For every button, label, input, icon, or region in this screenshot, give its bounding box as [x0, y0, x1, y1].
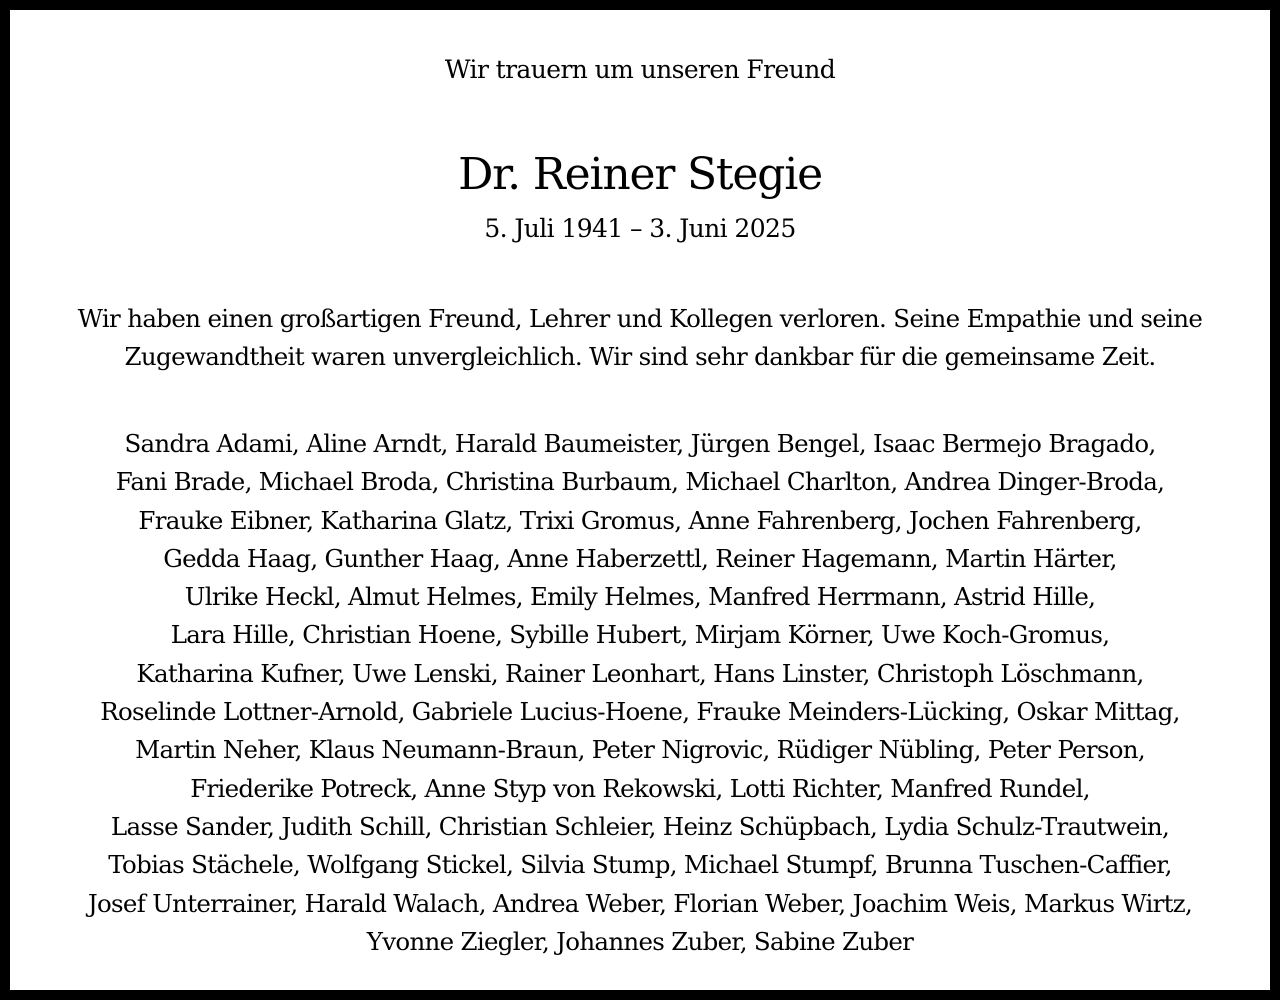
mourners-line: Sandra Adami, Aline Arndt, Harald Baumeister, Jürgen Bengel, Isaac Bermejo Bragado,: [124, 429, 1156, 458]
deceased-name: Dr. Reiner Stegie: [458, 149, 822, 200]
mourners-line: Tobias Stächele, Wolfgang Stickel, Silvia Stump, Michael Stumpf, Brunna Tuschen-Caffier,: [108, 850, 1172, 880]
tribute-line: Wir haben einen großartigen Freund, Lehrer und Kollegen verloren. Seine Empathie und seine: [77, 304, 1203, 333]
mourners-list: [50, 425, 1230, 961]
mourners-line: Ulrike Heckl, Almut Helmes, Emily Helmes, Manfred Herrmann, Astrid Hille,: [184, 582, 1096, 612]
life-dates: 5. Juli 1941 – 3. Juni 2025: [484, 214, 796, 243]
mourners-line: Roselinde Lottner-Arnold, Gabriele Lucius-Hoene, Frauke Meinders-Lücking, Oskar Mittag,: [100, 697, 1180, 727]
tribute-text: [50, 300, 1230, 376]
mourners-line: Katharina Kufner, Uwe Lenski, Rainer Leonhart, Hans Linster, Christoph Löschmann,: [136, 658, 1144, 688]
mourners-line: Martin Neher, Klaus Neumann-Braun, Peter Nigrovic, Rüdiger Nübling, Peter Person,: [135, 735, 1145, 765]
intro-line: Wir trauern um unseren Freund: [444, 55, 836, 84]
mourners-line: Frauke Eibner, Katharina Glatz, Trixi Gromus, Anne Fahrenberg, Jochen Fahrenberg,: [138, 505, 1142, 535]
mourners-line: Josef Unterrainer, Harald Walach, Andrea Weber, Florian Weber, Joachim Weis, Markus Wirtz,: [87, 888, 1193, 918]
mourners-line: Fani Brade, Michael Broda, Christina Burbaum, Michael Charlton, Andrea Dinger-Broda,: [115, 467, 1165, 497]
mourners-line: Yvonne Ziegler, Johannes Zuber, Sabine Zuber: [366, 926, 914, 956]
mourners-line: Friederike Potreck, Anne Styp von Rekowski, Lotti Richter, Manfred Rundel,: [190, 773, 1090, 803]
mourners-line: Lasse Sander, Judith Schill, Christian Schleier, Heinz Schüpbach, Lydia Schulz-Trautwein,: [110, 811, 1170, 841]
mourners-line: Gedda Haag, Gunther Haag, Anne Haberzettl, Reiner Hagemann, Martin Härter,: [163, 543, 1117, 573]
tribute-line: Zugewandtheit waren unvergleichlich. Wir sind sehr dankbar für die gemeinsame Zeit.: [124, 342, 1156, 371]
mourners-line: Lara Hille, Christian Hoene, Sybille Hubert, Mirjam Körner, Uwe Koch-Gromus,: [170, 620, 1110, 650]
